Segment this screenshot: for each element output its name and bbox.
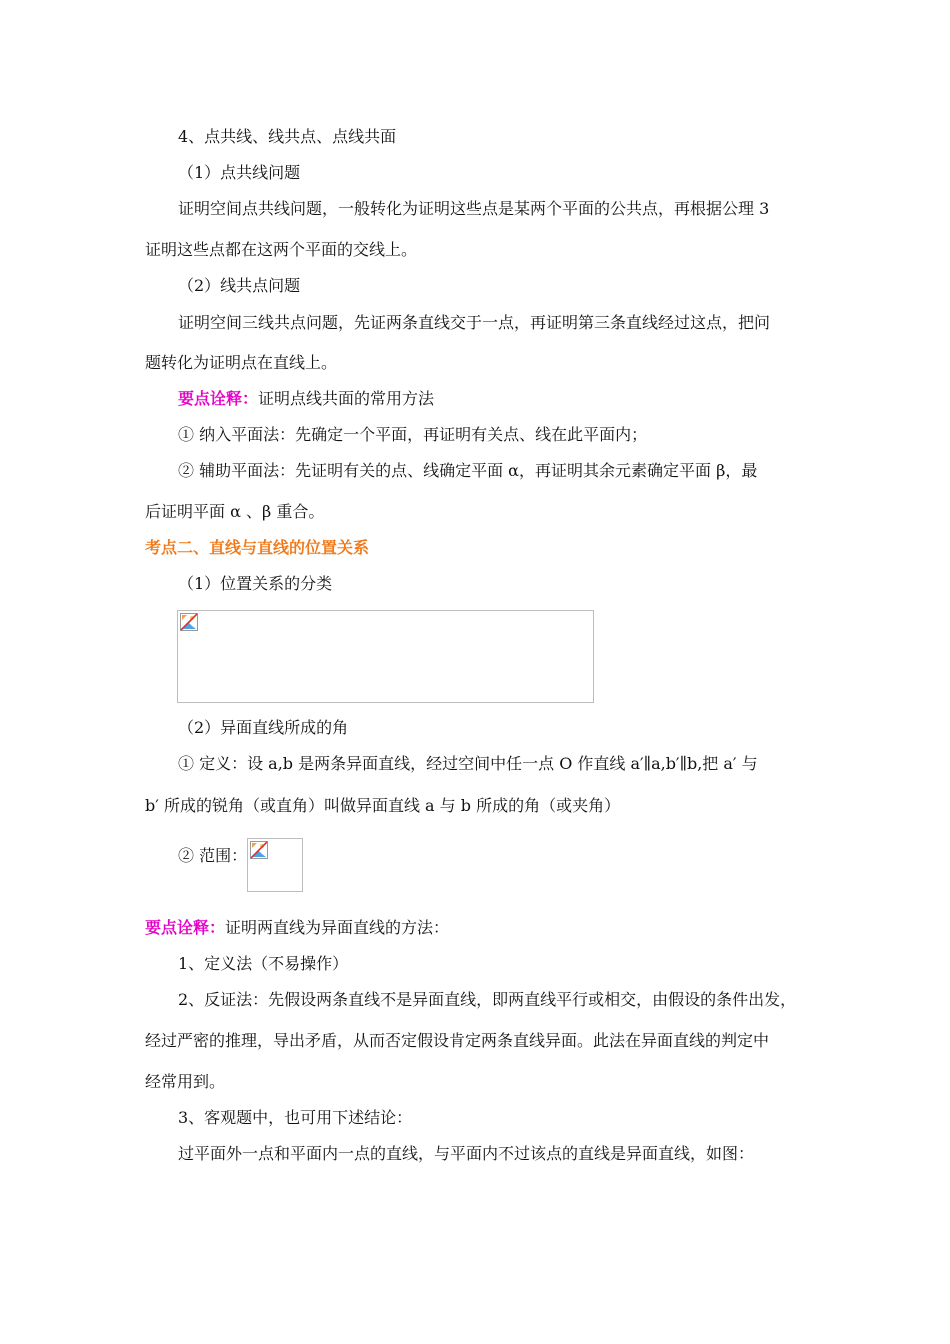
key-point-text: 证明两直线为异面直线的方法： xyxy=(225,918,450,937)
paragraph-line: 经过严密的推理，导出矛盾，从而否定假设肯定两条直线异面。此法在异面直线的判定中 xyxy=(145,1031,770,1050)
paragraph-line: 经常用到。 xyxy=(145,1072,226,1091)
broken-image-icon xyxy=(180,613,198,631)
key-point-label: 要点诠释： xyxy=(178,389,259,408)
list-item: ① 纳入平面法：先确定一个平面，再证明有关点、线在此平面内； xyxy=(178,425,648,444)
section-heading-4: 4、点共线、线共点、点线共面 xyxy=(178,127,397,146)
subheading-concurrent-lines: （2）线共点问题 xyxy=(178,276,301,295)
list-item: 1、定义法（不易操作） xyxy=(178,954,349,973)
list-item: 2、反证法：先假设两条直线不是异面直线，即两直线平行或相交，由假设的条件出发， xyxy=(178,990,797,1009)
paragraph-line: 题转化为证明点在直线上。 xyxy=(145,353,338,372)
list-item-range: ② 范围： xyxy=(178,846,248,865)
list-item: ② 辅助平面法：先证明有关的点、线确定平面 α，再证明其余元素确定平面 β，最 xyxy=(178,461,758,480)
list-item: ① 定义：设 a,b 是两条异面直线，经过空间中任一点 O 作直线 a′∥a,b′∥b,把 a′ 与 xyxy=(178,754,758,773)
subheading-classification: （1）位置关系的分类 xyxy=(178,574,333,593)
paragraph-line: b′ 所成的锐角（或直角）叫做异面直线 a 与 b 所成的角（或夹角） xyxy=(145,796,621,815)
subheading-skew-angle: （2）异面直线所成的角 xyxy=(178,718,349,737)
key-point-row xyxy=(145,918,449,938)
section-heading-topic-2: 考点二、直线与直线的位置关系 xyxy=(145,538,370,557)
list-item: 3、客观题中，也可用下述结论： xyxy=(178,1108,413,1127)
key-point-label: 要点诠释： xyxy=(145,918,226,937)
paragraph-line: 证明空间点共线问题，一般转化为证明这些点是某两个平面的公共点，再根据公理 3 xyxy=(178,199,770,218)
paragraph-line: 证明空间三线共点问题，先证两条直线交于一点，再证明第三条直线经过这点，把问 xyxy=(178,313,771,332)
paragraph-line: 后证明平面 α 、β 重合。 xyxy=(145,502,325,521)
image-placeholder xyxy=(247,838,303,892)
image-placeholder xyxy=(177,610,594,703)
key-point-row xyxy=(178,389,434,409)
subheading-collinear-points: （1）点共线问题 xyxy=(178,163,301,182)
paragraph-line: 证明这些点都在这两个平面的交线上。 xyxy=(145,240,418,259)
paragraph-line: 过平面外一点和平面内一点的直线，与平面内不过该点的直线是异面直线，如图： xyxy=(178,1144,755,1163)
key-point-text: 证明点线共面的常用方法 xyxy=(258,389,435,408)
broken-image-icon xyxy=(250,841,268,859)
